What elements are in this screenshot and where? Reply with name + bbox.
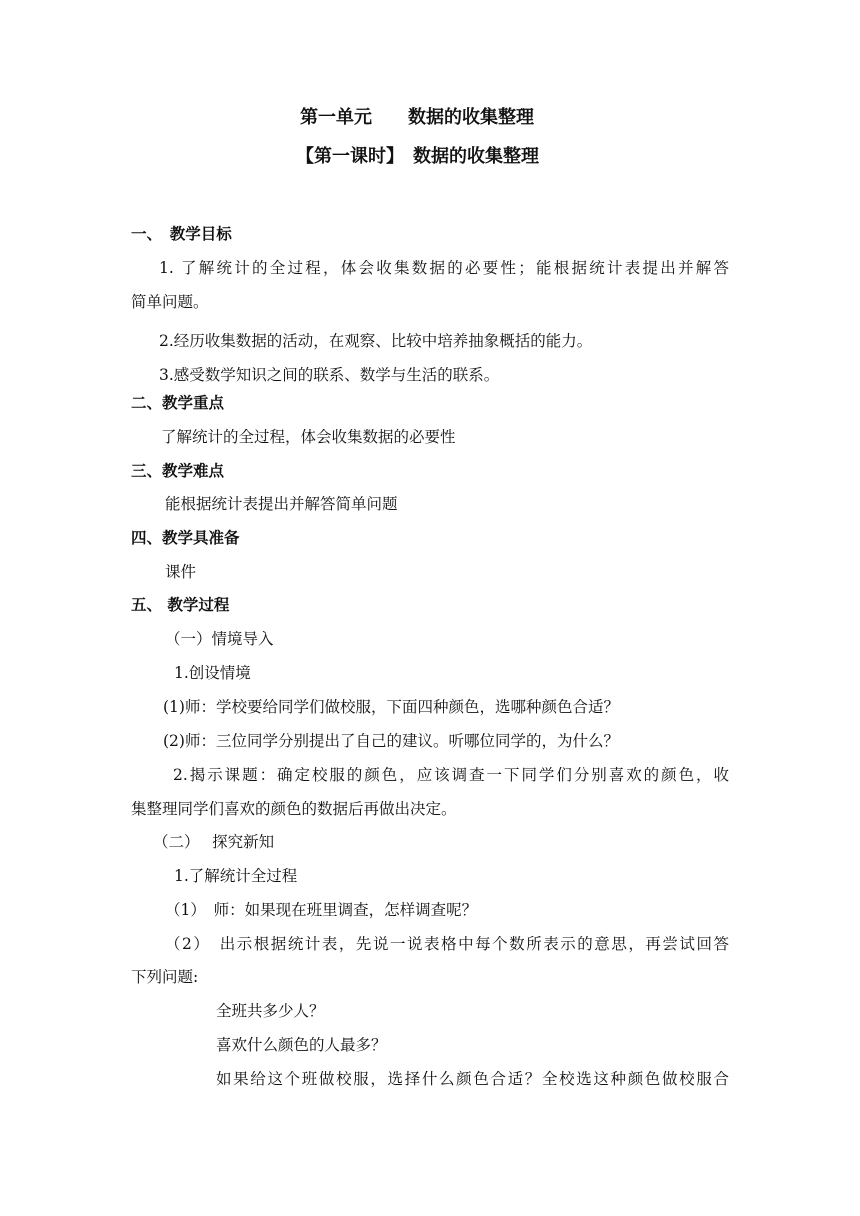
goal-item-1-line-1: 1. 了解统计的全过程，体会收集数据的必要性；能根据统计表提出并解答 bbox=[159, 259, 729, 277]
process-step-3-a: （1） 师：如果现在班里调查，怎样调查呢？ bbox=[165, 901, 478, 919]
process-part-2-heading: （二） 探究新知 bbox=[153, 833, 275, 851]
process-step-2-line-2: 集整理同学们喜欢的颜色的数据后再做出决定。 bbox=[131, 800, 457, 818]
question-2: 喜欢什么颜色的人最多？ bbox=[216, 1036, 387, 1054]
question-3: 如果给这个班做校服，选择什么颜色合适？全校选这种颜色做校服合 bbox=[216, 1070, 729, 1088]
section-heading-goals: 一、 教学目标 bbox=[131, 225, 232, 243]
section-heading-materials: 四、教学具准备 bbox=[131, 529, 240, 547]
process-step-3: 1.了解统计全过程 bbox=[174, 867, 298, 885]
section-heading-key-points: 二、教学重点 bbox=[131, 394, 225, 412]
process-step-3-b-line-2: 下列问题: bbox=[131, 968, 199, 986]
process-step-1-b: (2)师：三位同学分别提出了自己的建议。听哪位同学的，为什么？ bbox=[163, 732, 619, 750]
document-title: 第一单元 数据的收集整理 bbox=[300, 107, 534, 128]
goal-item-1-line-2: 简单问题。 bbox=[131, 293, 209, 311]
goal-item-3: 3.感受数学知识之间的联系、数学与生活的联系。 bbox=[159, 366, 500, 384]
materials-text: 课件 bbox=[165, 563, 197, 581]
question-1: 全班共多少人？ bbox=[216, 1002, 325, 1020]
process-step-1-a: (1)师：学校要给同学们做校服，下面四种颜色，选哪种颜色合适？ bbox=[163, 698, 619, 716]
process-step-3-b-line-1: （2） 出示根据统计表，先说一说表格中每个数所表示的意思，再尝试回答 bbox=[165, 935, 729, 953]
difficulties-text: 能根据统计表提出并解答简单问题 bbox=[165, 495, 398, 513]
key-points-text: 了解统计的全过程，体会收集数据的必要性 bbox=[161, 428, 456, 446]
section-heading-difficulties: 三、教学难点 bbox=[131, 462, 225, 480]
process-part-1-heading: （一）情境导入 bbox=[165, 630, 274, 648]
process-step-1: 1.创设情境 bbox=[174, 664, 251, 682]
process-step-2-line-1: 2.揭示课题：确定校服的颜色，应该调查一下同学们分别喜欢的颜色，收 bbox=[173, 766, 729, 784]
goal-item-2: 2.经历收集数据的活动，在观察、比较中培养抽象概括的能力。 bbox=[159, 332, 593, 350]
lesson-subtitle: 【第一课时】 数据的收集整理 bbox=[296, 146, 539, 167]
section-heading-process: 五、 教学过程 bbox=[131, 596, 230, 614]
